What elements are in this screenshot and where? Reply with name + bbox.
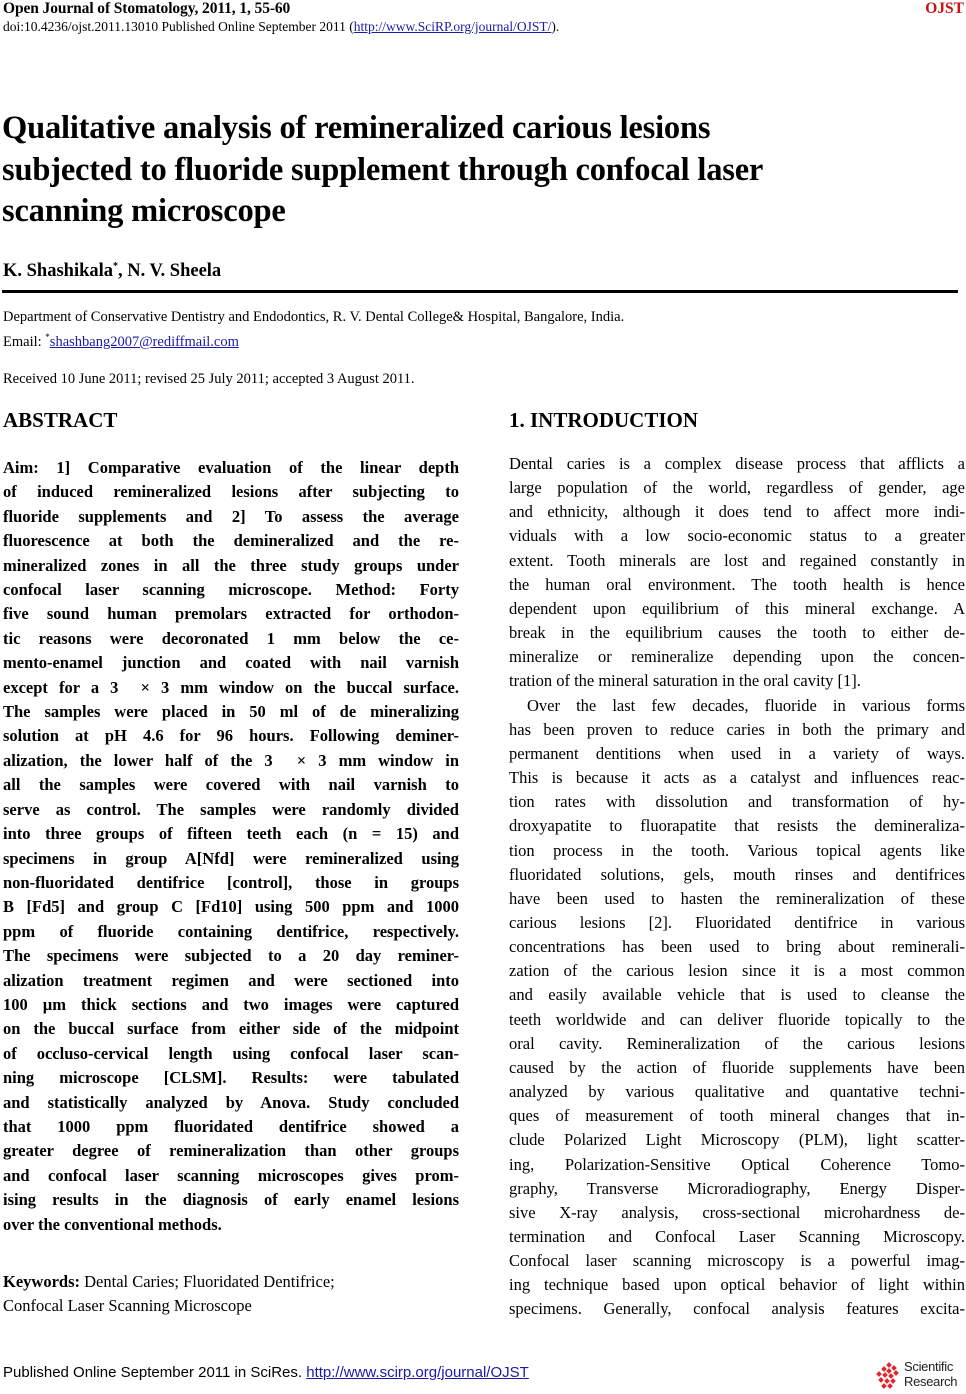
keywords	[3, 1270, 463, 1318]
logo-diamond	[888, 1373, 894, 1379]
intro-line: oral cavity. Remineralization of the carious lesions	[509, 1033, 965, 1053]
intro-line: large population of the world, regardless of gender, age	[509, 478, 965, 498]
intro-line: zation of the carious lesion since it is a most common	[509, 961, 965, 981]
intro-line: viduals with a low socio-economic status to a greater	[509, 526, 965, 546]
intro-line: concentrations has been used to bring about reminerali-	[509, 937, 965, 957]
intro-line: termination and Confocal Laser Scanning Microscopy.	[509, 1227, 965, 1246]
logo-diamond	[891, 1365, 897, 1371]
intro-line: graphy, Transverse Microradiography, Energy Disper-	[509, 1178, 965, 1198]
corresponding-author-mark: *	[113, 261, 119, 272]
email-link[interactable]: shashbang2007@rediffmail.com	[49, 334, 239, 350]
intro-line: ing technique based upon optical behavior of light within	[509, 1275, 965, 1295]
intro-line: Over the last few decades, fluoride in various forms	[527, 695, 965, 715]
abstract-line: mineralized zones in all the three study groups under	[3, 555, 459, 575]
abstract-line: of induced remineralized lesions after subjecting to	[3, 482, 459, 502]
doi-line	[3, 19, 559, 35]
footer-journal-link[interactable]: http://www.scirp.org/journal/OJST	[306, 1364, 529, 1381]
abstract-line: and statistically analyzed by Anova. Study concluded	[3, 1092, 459, 1112]
intro-line: and ethnicity, although it does tend to affect more indi-	[509, 502, 965, 522]
logo-diamond	[887, 1383, 893, 1389]
abstract-line: greater degree of remineralization than other groups	[3, 1141, 459, 1161]
abstract-line: tic reasons were decoronated 1 mm below the ce-	[3, 628, 459, 648]
abstract-line: over the conventional methods.	[3, 1214, 222, 1234]
intro-line: Dental caries is a complex disease process that afflicts a	[509, 454, 965, 473]
abstract-line: confocal laser scanning microscope. Method: Forty	[3, 580, 459, 600]
abstract-line: The specimens were subjected to a 20 day reminer-	[3, 946, 459, 966]
email-label: Email:	[3, 334, 46, 350]
abstract-line: five sound human premolars extracted for orthodon-	[3, 604, 459, 624]
keywords-label: Keywords:	[3, 1272, 80, 1291]
intro-line: ques of measurement of tooth mineral changes that in-	[509, 1106, 965, 1126]
affiliation: Department of Conservative Dentistry and Endodontics, R. V. Dental College& Hospital, Bangalore, India.	[3, 309, 625, 325]
logo-diamond	[884, 1378, 890, 1384]
intro-line: analyzed by various qualitative and quantative techni-	[509, 1082, 965, 1102]
title-line: scanning microscope	[2, 193, 286, 229]
abstract-line: ising results in the diagnosis of early enamel lesions	[3, 1190, 459, 1210]
intro-line: has been proven to reduce caries in both the primary and	[509, 719, 965, 739]
intro-line: dependent upon equilibrium of this mineral exchange. A	[509, 598, 965, 618]
abstract-line: solution at pH 4.6 for 96 hours. Following deminer-	[3, 726, 459, 746]
intro-line: tration of the mineral saturation in the oral cavity [1].	[509, 671, 861, 691]
journal-url-link[interactable]: http://www.SciRP.org/journal/OJST/	[353, 19, 552, 34]
intro-line: droxyapatite to fluorapatite that resists the demineraliza-	[509, 816, 965, 836]
logo-diamond	[881, 1366, 887, 1372]
abstract-line: The samples were placed in 50 ml of de mineralizing	[3, 702, 459, 722]
logo-diamond	[881, 1383, 887, 1389]
abstract-line: ppm of fluoride containing dentifrice, respectively.	[3, 921, 459, 941]
logo-diamond	[882, 1372, 888, 1378]
journal-abbreviation: OJST	[925, 0, 964, 17]
abstract-line: B [Fd5] and group C [Fd10] using 500 ppm and 1000	[3, 897, 459, 917]
intro-line: and easily available vehicle that is used to cleanse the	[509, 985, 965, 1005]
abstract-line: mento-enamel junction and coated with nail varnish	[3, 653, 459, 673]
logo-diamond	[886, 1368, 892, 1374]
logo-diamond	[886, 1362, 892, 1368]
keywords-text: Dental Caries; Fluoridated Dentifrice;	[80, 1272, 335, 1291]
author-name: K. Shashikala	[3, 261, 114, 281]
intro-line: caused by the action of fluoride supplements have been	[509, 1057, 965, 1077]
abstract-heading: ABSTRACT	[3, 408, 118, 432]
intro-line: Confocal laser scanning microscopy is a powerful imag-	[509, 1251, 965, 1271]
intro-line: permanent dentitions when used in a variety of ways.	[509, 743, 965, 763]
abstract-line: specimens in group A[Nfd] were remineralized using	[3, 848, 459, 868]
title-line: subjected to fluoride supplement through confocal laser	[2, 151, 764, 188]
abstract-line: serve as control. The samples were randomly divided	[3, 799, 459, 819]
logo-text-line: Research	[904, 1374, 958, 1389]
intro-line: tion rates with dissolution and transformation of hy-	[509, 792, 965, 812]
introduction-heading: 1. INTRODUCTION	[509, 408, 699, 432]
intro-line: sive X-ray analysis, cross-sectional microhardness de-	[509, 1202, 965, 1222]
received-dates: Received 10 June 2011; revised 25 July 2011; accepted 3 August 2011.	[3, 371, 415, 387]
diamond-cluster-icon	[876, 1362, 902, 1390]
abstract-line: ning microscope [CLSM]. Results: were tabulated	[3, 1068, 459, 1088]
doi-suffix: ).	[551, 19, 560, 34]
abstract-line: non-fluoridated dentifrice [control], those in groups	[3, 872, 459, 892]
abstract-line: alization, the lower half of the 3 × 3 mm window in	[3, 750, 459, 770]
divider-rule	[2, 290, 958, 293]
intro-line: ing, Polarization-Sensitive Optical Coherence Tomo-	[509, 1154, 965, 1174]
intro-line: specimens. Generally, confocal analysis features excita-	[509, 1299, 965, 1319]
abstract-line: and confocal laser scanning microscopes gives prom-	[3, 1165, 459, 1185]
abstract-line: 100 µm thick sections and two images were captured	[3, 994, 459, 1014]
title-line: Qualitative analysis of remineralized carious lesions	[2, 110, 711, 146]
author-list	[3, 256, 221, 282]
intro-line: the human oral environment. The tooth health is hence	[509, 574, 965, 594]
abstract-line: fluoride supplements and 2] To assess the average	[3, 506, 459, 526]
introduction-body	[509, 452, 965, 1322]
intro-line: carious lesions [2]. Fluoridated dentifrice in various	[509, 912, 965, 932]
intro-line: clude Polarized Light Microscopy (PLM), light scatter-	[509, 1130, 965, 1150]
keywords-text: Confocal Laser Scanning Microscope	[3, 1296, 252, 1315]
logo-diamond	[893, 1370, 899, 1376]
abstract-line: Aim: 1] Comparative evaluation of the linear depth	[3, 458, 459, 477]
abstract-line: into three groups of fifteen teeth each (n = 15) and	[3, 824, 459, 844]
intro-line: have been used to hasten the remineralization of these	[509, 888, 965, 908]
abstract-line: alization treatment regimen and were sectioned into	[3, 970, 459, 990]
abstract-line: except for a 3 × 3 mm window on the buccal surface.	[3, 677, 459, 697]
footer-text: Published Online September 2011 in SciRes.	[3, 1364, 307, 1381]
author-name: , N. V. Sheela	[118, 261, 222, 281]
email-line	[3, 328, 239, 351]
intro-line: extent. Tooth minerals are lost and regained constantly in	[509, 550, 965, 570]
logo-diamond	[876, 1371, 882, 1377]
intro-line: tion process in the tooth. Various topical agents like	[509, 840, 965, 860]
intro-line: break in the equilibrium causes the tooth to either de-	[509, 623, 965, 643]
abstract-body	[3, 456, 459, 1237]
intro-line: teeth worldwide and can deliver fluoride topically to the	[509, 1009, 965, 1029]
email-mark: *	[45, 332, 50, 342]
abstract-line: of occluso-cervical length using confocal laser scan-	[3, 1043, 459, 1063]
article-title	[2, 108, 952, 233]
intro-line: This is because it acts as a catalyst and influences reac-	[509, 768, 965, 788]
journal-citation: Open Journal of Stomatology, 2011, 1, 55-60	[3, 0, 291, 17]
abstract-line: on the buccal surface from either side of the midpoint	[3, 1019, 459, 1039]
abstract-line: all the samples were covered with nail varnish to	[3, 775, 459, 795]
footer-publication-line	[3, 1364, 529, 1382]
abstract-line: that 1000 ppm fluoridated dentifrice showed a	[3, 1116, 459, 1136]
abstract-line: fluorescence at both the demineralized and the re-	[3, 531, 459, 551]
doi-text: doi:10.4236/ojst.2011.13010 Published Online September 2011 (	[3, 19, 354, 34]
intro-line: fluoridated solutions, gels, mouth rinses and dentifrices	[509, 864, 965, 884]
logo-text-line: Scientific	[904, 1359, 954, 1374]
scientific-research-logo	[876, 1358, 966, 1394]
intro-line: mineralize or remineralize depending upon the concen-	[509, 647, 965, 667]
logo-diamond	[890, 1378, 896, 1384]
logo-diamond	[878, 1377, 884, 1383]
